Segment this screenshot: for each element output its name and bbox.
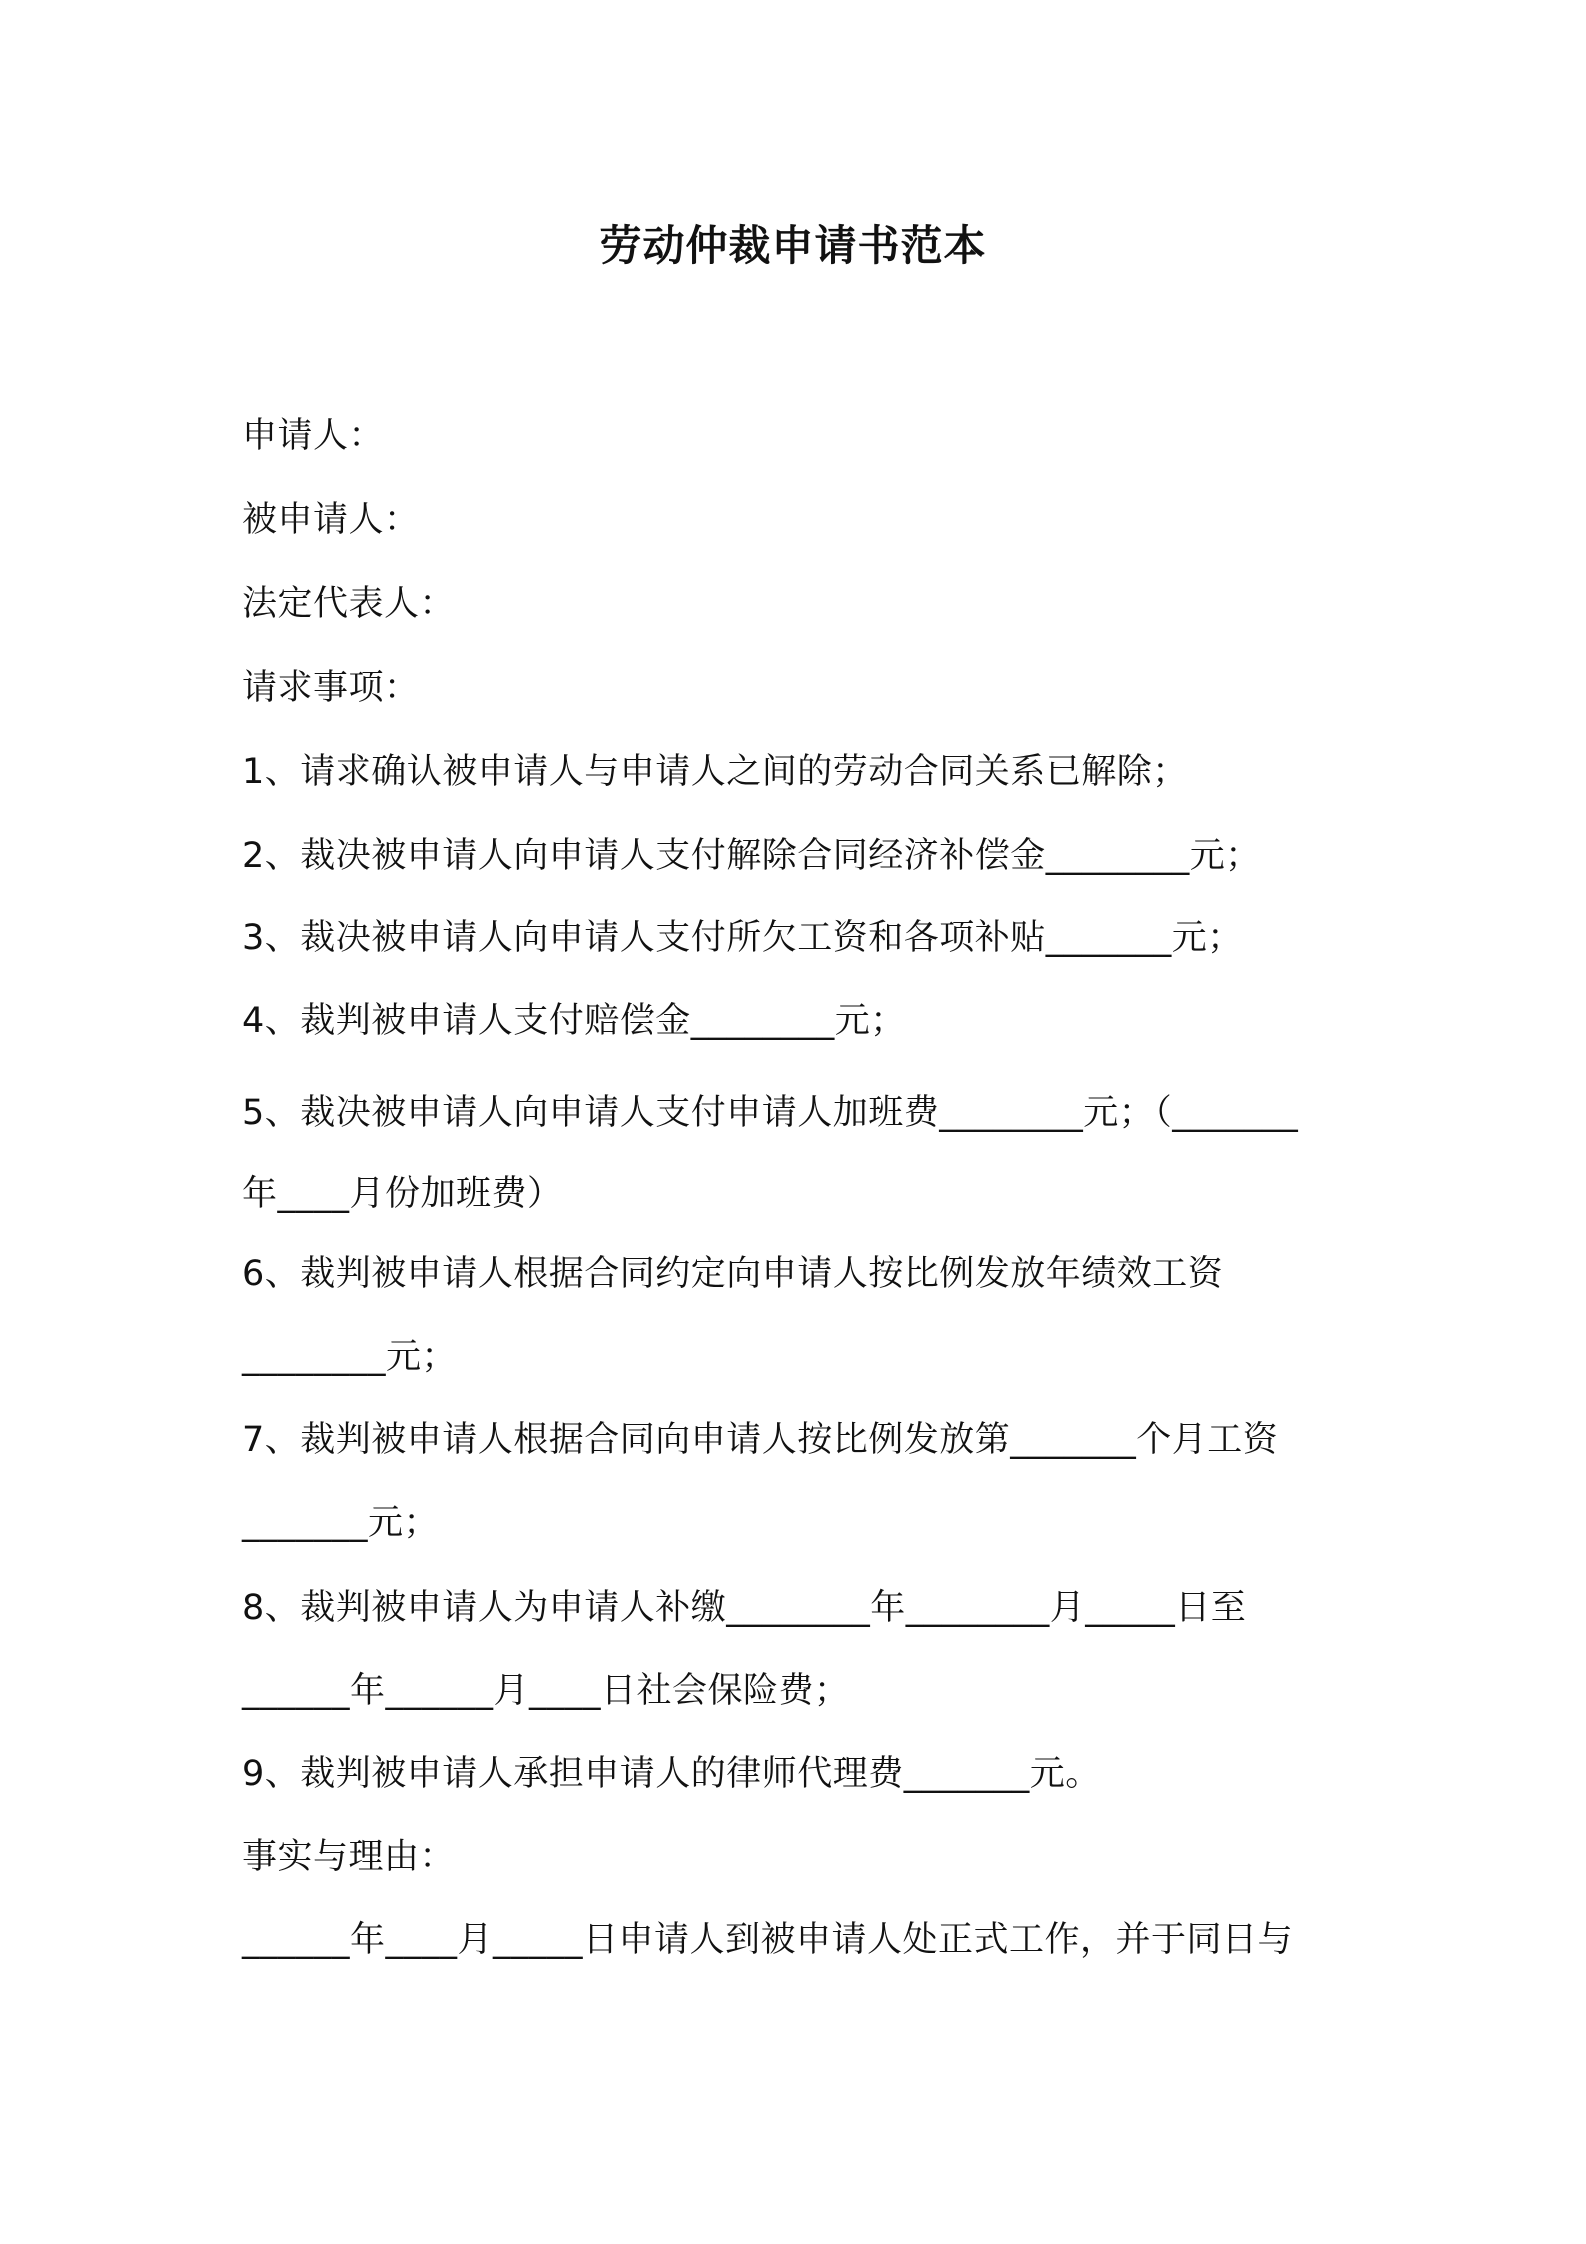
claim-item-7-continued: _______元； <box>242 1503 440 1543</box>
claim-item-9: 9、裁判被申请人承担申请人的律师代理费_______元。 <box>242 1754 1101 1794</box>
document-title: 劳动仲裁申请书范本 <box>599 221 987 270</box>
claim-item-2: 2、裁决被申请人向申请人支付解除合同经济补偿金________元； <box>242 836 1261 876</box>
claim-item-1: 1、请求确认被申请人与申请人之间的劳动合同关系已解除； <box>242 752 1188 792</box>
claim-item-3: 3、裁决被申请人向申请人支付所欠工资和各项补贴_______元； <box>242 918 1243 958</box>
facts-paragraph-line: ______年____月_____日申请人到被申请人处正式工作，并于同日与 <box>242 1920 1294 1960</box>
claim-item-4: 4、裁判被申请人支付赔偿金________元； <box>242 1001 906 1041</box>
respondent-line: 被申请人： <box>242 500 420 540</box>
claim-item-5: 5、裁决被申请人向申请人支付申请人加班费________元；（_______ <box>242 1093 1299 1133</box>
claim-item-8-continued: ______年______月____日社会保险费； <box>242 1671 850 1711</box>
claim-item-6-continued: ________元； <box>242 1337 458 1377</box>
legal-representative-line: 法定代表人： <box>242 584 456 624</box>
claim-item-5-continued: 年____月份加班费） <box>242 1174 563 1214</box>
claim-item-8: 8、裁判被申请人为申请人补缴________年________月_____日至 <box>242 1588 1247 1628</box>
facts-heading: 事实与理由： <box>242 1837 456 1877</box>
applicant-line: 申请人： <box>242 416 385 456</box>
claims-heading: 请求事项： <box>242 668 420 708</box>
claim-item-6: 6、裁判被申请人根据合同约定向申请人按比例发放年绩效工资 <box>242 1254 1224 1294</box>
claim-item-7: 7、裁判被申请人根据合同向申请人按比例发放第_______个月工资 <box>242 1420 1279 1460</box>
